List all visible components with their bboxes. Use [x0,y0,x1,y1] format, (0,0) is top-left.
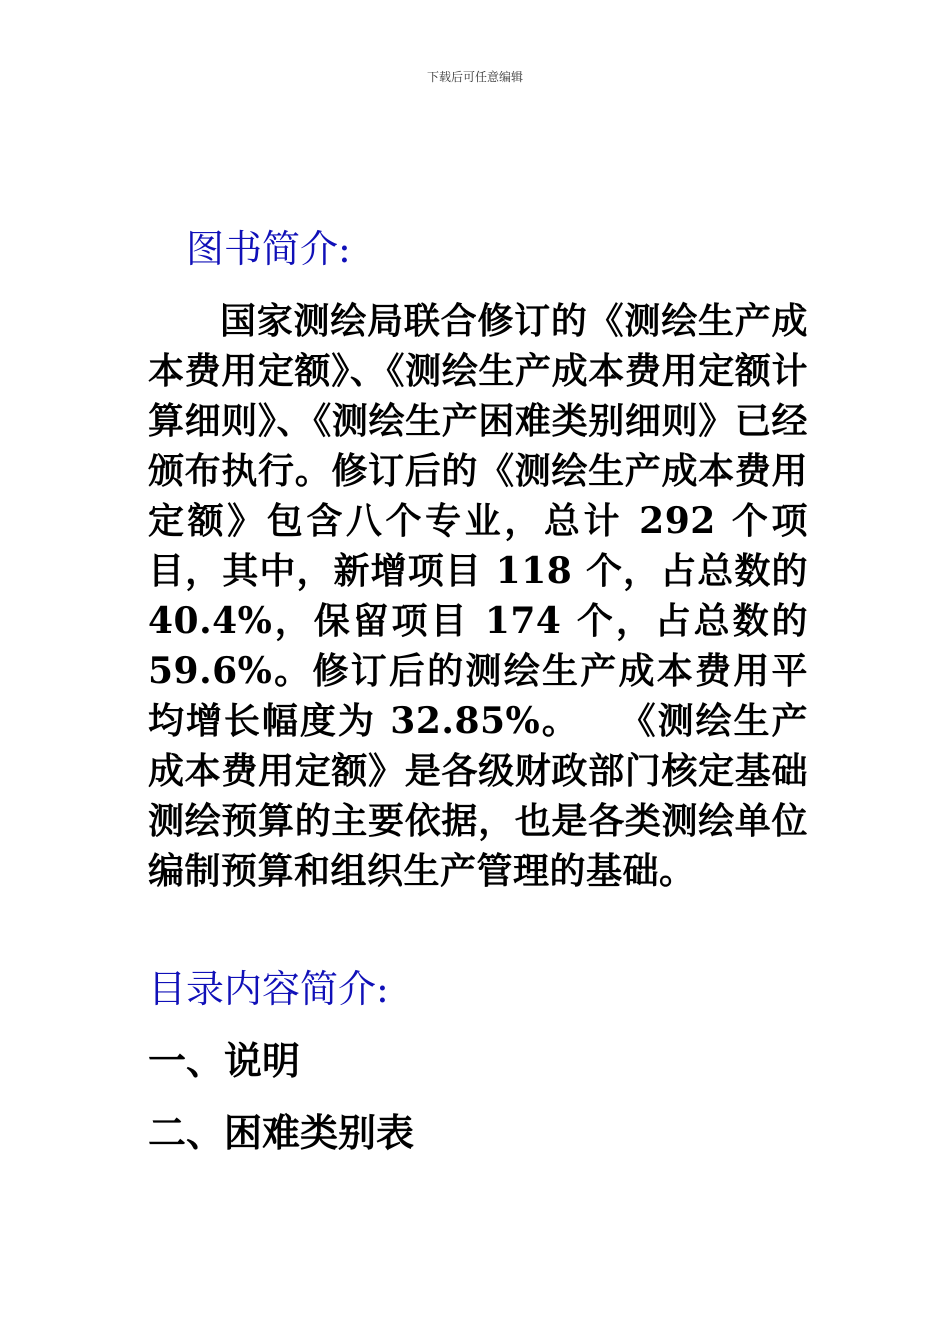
book-intro-heading: 图书简介: [186,227,351,271]
book-intro-paragraph: 国家测绘局联合修订的《测绘生产成本费用定额》、《测绘生产成本费用定额计算细则》、《测绘生产困难类别细则》已经颁布执行。修订后的《测绘生产成本费用定额》包含八个专业，总计 292 个项目，其中，新增项目 118 个，占总数的 40.4%，保留项目 174 个，占总数的 59.6%。修订后的测绘生产成本费用平均增长幅度为 32.85%。 《测绘生产成本费用定额》是各级财政部门核定基础测绘预算的主要依据，也是各类测绘单位编制预算和组织生产管理的基础。 [148,300,808,892]
header-note: 下载后可任意编辑 [426,70,523,84]
toc-heading: 目录内容简介: [148,967,389,1011]
toc-item-difficulty-table: 二、困难类别表 [148,1110,415,1155]
toc-item-explanation: 一、说明 [148,1038,301,1083]
